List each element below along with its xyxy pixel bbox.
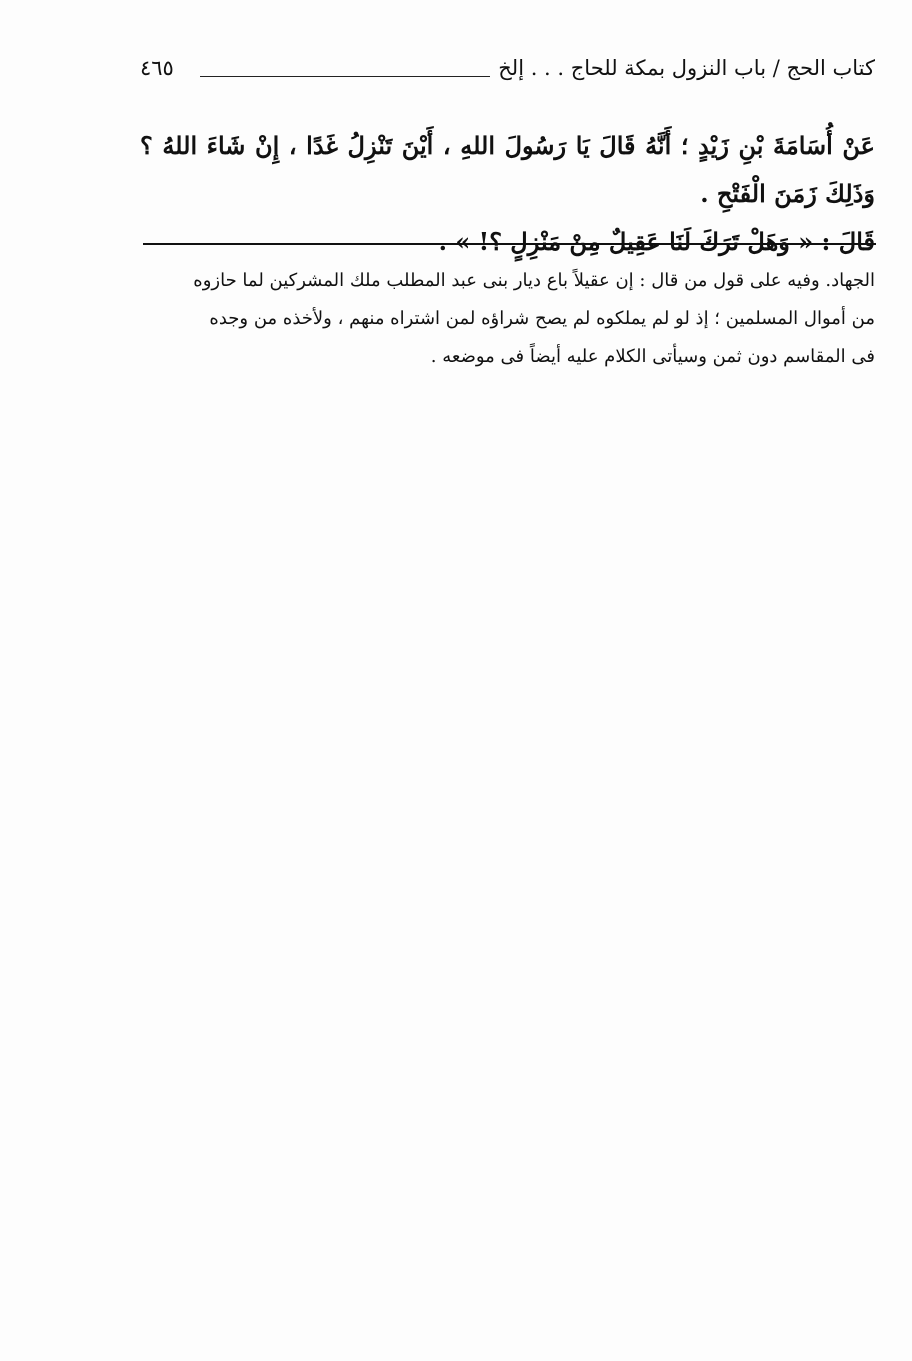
chapter-title: كتاب الحج / باب النزول بمكة للحاج . . . إلخ — [498, 56, 875, 80]
hadith-line: قَالَ : « وَهَلْ تَرَكَ لَنَا عَقِيلٌ مِنْ مَنْزِلٍ ؟! » . — [438, 227, 875, 256]
page-number: ٤٦٥ — [140, 56, 174, 80]
commentary-line: من أموال المسلمين ؛ إذ لو لم يملكوه لم يصح شراؤه لمن اشتراه منهم ، ولأخذه من وجده — [209, 308, 875, 329]
commentary-line: الجهاد. وفيه على قول من قال : إن عقيلاً باع ديار بنى عبد المطلب ملك المشركين لما حازوه — [193, 270, 875, 291]
commentary-text — [140, 262, 875, 376]
header-rule — [200, 76, 490, 77]
hadith-line: عَنْ أُسَامَةَ بْنِ زَيْدٍ ؛ أَنَّهُ قَالَ يَا رَسُولَ اللهِ ، أَيْنَ تَنْزِلُ غَدًا ، إِنْ شَاءَ اللهُ ؟ وَذَلِكَ زَمَنَ الْفَتْحِ . — [140, 131, 875, 208]
running-header — [140, 56, 875, 96]
footnote-separator — [143, 243, 876, 245]
commentary-line: فى المقاسم دون ثمن وسيأتى الكلام عليه أيضاً فى موضعه . — [430, 346, 875, 367]
